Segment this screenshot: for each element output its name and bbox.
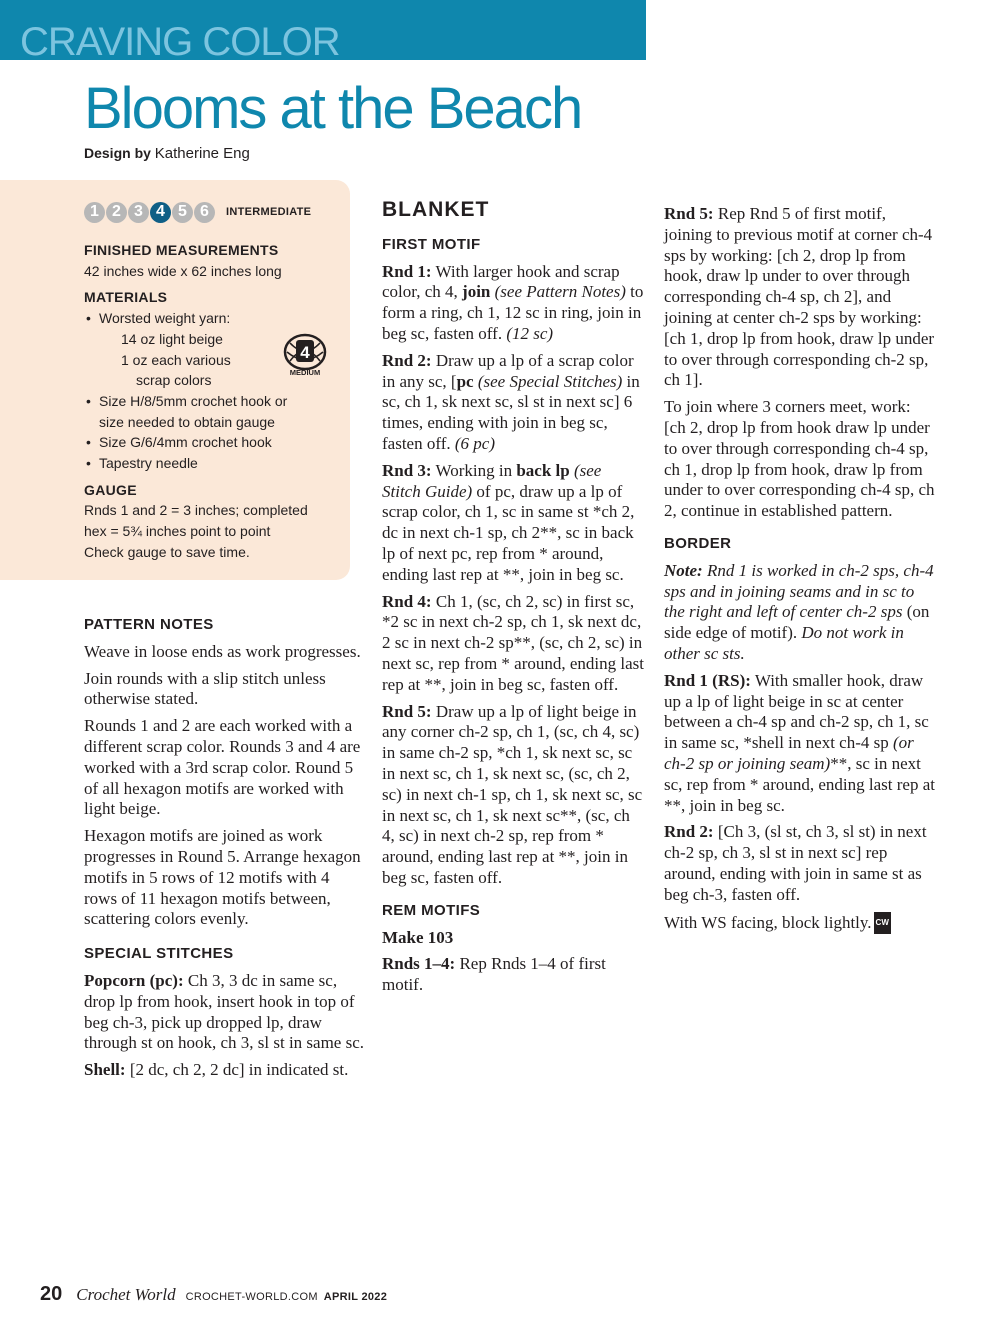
pattern-title: Blooms at the Beach [84, 76, 582, 141]
make-count: Make 103 [382, 927, 454, 947]
gauge-line2: hex = 5¾ inches point to point [84, 523, 271, 540]
round-2 [382, 351, 644, 455]
border-note-text-c: Do not work in other sc sts. [664, 623, 904, 663]
skill-level-3: 3 [128, 202, 149, 223]
material-hook-small [84, 432, 344, 453]
first-motif-heading: FIRST MOTIF [382, 235, 481, 253]
rem-rounds-text: Rep Rnds 1–4 of first motif. [382, 954, 606, 995]
yarn-scrap-line1: 1 oz each various [121, 351, 231, 368]
hook-small-text: Size G/6/4mm crochet hook [99, 434, 272, 451]
border-round-2 [664, 822, 936, 905]
round-1-text-c: to form a ring, ch 1, 12 sc in ring, join in beg sc, fasten off. [382, 282, 644, 343]
yarn-weight-number: 4 [300, 343, 310, 362]
yarn-weight-icon [282, 333, 328, 377]
border-note-text-a: Rnd 1 is worked in ch-2 sps, ch-4 sps and in joining seams and in sc to the right and left of center ch-2 sps [664, 560, 934, 622]
skill-level-1: 1 [84, 202, 105, 223]
hook-large-line1: Size H/8/5mm crochet hook or [99, 392, 288, 409]
page-number: 20 [40, 1283, 63, 1305]
border-heading: BORDER [664, 534, 732, 552]
round-5-text: Draw up a lp of light beige in any corner ch-2 sp, ch 1, (sc, ch 4, sc) in same ch-2 sp, *ch 1, sk next sc, sc in next sc, ch 1, sk next sc, (sc, ch 2, sc) in next ch-1 sp, ch 1, sk next sc, sc in next sc, ch 1, sk next sc**, (sc, ch 4, sc) in next ch-2 sp, rep from * around, ending last rep at **, join in beg sc, fasten off. [382, 701, 643, 887]
round-2-pc: pc [456, 371, 474, 391]
note-3: Rounds 1 and 2 are each worked with a different scrap color. Rounds 3 and 4 are worked with a 3rd scrap color. Round 5 of all hexagon motifs are worked with light beige. [84, 716, 361, 819]
round-3-back-lp: back lp [516, 460, 570, 480]
border-round-1-text-a: With smaller hook, draw up a lp of light beige in sc at center between a ch-4 sp and ch-2 sp, ch 1, sc in same sc, *shell in next ch-4 sp [664, 670, 929, 753]
border-round-2-label: Rnd 2: [664, 822, 714, 842]
magazine-website: CROCHET-WORLD.COM [185, 1291, 318, 1303]
page-footer [40, 1283, 387, 1306]
skill-level-label: INTERMEDIATE [226, 205, 312, 218]
designer-name: Katherine Eng [154, 145, 250, 162]
hook-large-line2: size needed to obtain gauge [99, 413, 275, 430]
finished-heading: FINISHED MEASUREMENTS [84, 242, 279, 258]
join-round-5 [664, 204, 936, 391]
three-corner-join: To join where 3 corners meet, work: [ch 2, drop lp from hook draw lp under to over through corresponding ch-4 sp, ch 1, drop lp from hook, draw lp from under to over corresponding ch-4 sp, ch 2, continue in established pattern. [664, 397, 935, 521]
byline-prefix: Design by [84, 145, 151, 161]
yarn-weight-label: MEDIUM [289, 368, 321, 377]
border-note-label: Note: [664, 560, 703, 580]
round-2-text-b: (see Special Stitches) [473, 371, 623, 391]
skill-level-6: 6 [194, 202, 215, 223]
gauge-line1: Rnds 1 and 2 = 3 inches; completed [84, 502, 308, 519]
border-round-2-text: [Ch 3, (sl st, ch 3, sl st) in next ch-2 sp, ch 3, sl st in next sc] rep around, ending with join in same st as beg ch-3, fasten off. [664, 822, 927, 904]
column-1 [84, 605, 364, 1087]
rem-rounds-label: Rnds 1–4: [382, 954, 456, 974]
border-round-1 [664, 671, 936, 817]
gauge-line3: Check gauge to save time. [84, 543, 250, 560]
yarn-label: Worsted weight yarn: [99, 310, 231, 327]
section-banner [0, 0, 646, 60]
note-2: Join rounds with a slip stitch unless otherwise stated. [84, 668, 326, 709]
shell-stitch [84, 1060, 364, 1081]
column-2 [382, 200, 644, 1002]
note-4: Hexagon motifs are joined as work progresses in Round 5. Arrange hexagon motifs in 5 rows of 12 motifs with 4 rows of 11 hexagon motifs between, scattering colors evenly. [84, 826, 361, 929]
border-round-1-text-b: (or ch-2 sp or joining seam) [664, 733, 914, 773]
yarn-scrap-line2: scrap colors [136, 372, 212, 389]
round-1-join: join [462, 282, 491, 302]
round-3-label: Rnd 3: [382, 460, 432, 480]
note-1: Weave in loose ends as work progresses. [84, 641, 361, 661]
popcorn-label: Popcorn (pc): [84, 970, 184, 990]
round-3 [382, 461, 644, 586]
finished-text: 42 inches wide x 62 inches long [84, 262, 282, 279]
round-2-count: (6 pc) [454, 433, 495, 453]
round-3-text-c: of pc, draw up a lp of scrap color, ch 1, sc in same st *ch 2, dc in next ch-1 sp, ch 2**, sc in back lp of next pc, rep from * around, ending last rep at **, join in beg sc. [382, 481, 635, 584]
end-mark-badge: CW [874, 912, 891, 935]
rem-rounds [382, 954, 644, 996]
border-round-1-text-c: **, sc in next sc, rep from * around, ending last rep at **, join in beg sc. [664, 753, 935, 815]
round-4-text: Ch 1, (sc, ch 2, sc) in first sc, *2 sc in next ch-2 sp, ch 1, sk next dc, 2 sc in next ch-2 sp**, (sc, ch 2, sc) in next sc, rep from * around, ending last rep at **, join in beg sc, fasten off. [382, 591, 645, 694]
round-2-label: Rnd 2: [382, 350, 432, 370]
round-3-text-a: Working in [431, 460, 517, 480]
section-label: CRAVING COLOR [20, 20, 340, 60]
border-note [664, 561, 936, 665]
round-5 [382, 702, 644, 889]
blanket-heading: BLANKET [382, 198, 490, 221]
round-1 [382, 262, 644, 345]
pattern-notes-heading: PATTERN NOTES [84, 616, 214, 633]
column-3 [664, 204, 936, 940]
round-3-text-b: (see Stitch Guide) [382, 460, 602, 501]
round-2-text-c: in sc, ch 1, sk next sc, sl st in next sc] 6 times, ending with join in beg sc, fasten off. [382, 371, 640, 453]
materials-heading: MATERIALS [84, 289, 168, 306]
materials-sidebar [0, 180, 350, 580]
round-1-count: (12 sc) [506, 323, 554, 343]
round-1-text-a: With larger hook and scrap color, ch 4, [382, 261, 620, 302]
popcorn-text: Ch 3, 3 dc in same sc, drop lp from hook, insert hook in top of beg ch-3, pick up dropped lp, draw through st on hook, ch 3, sl st in same sc. [84, 970, 365, 1053]
join-round-5-text: Rep Rnd 5 of first motif, joining to previous motif at corner ch-4 sps by working: [ch 2, drop lp from hook, draw lp under to over through corresponding ch-4 sp, ch 2], and joining at center ch-2 sps by working: [ch 1, drop lp from hook, draw lp under to over through corresponding ch-2 sp, ch 1]. [664, 204, 935, 390]
material-yarn [84, 308, 344, 329]
border-note-text-b: (on side edge of motif). [664, 602, 930, 643]
round-1-text-b: (see Pattern Notes) [490, 282, 626, 302]
needle-text: Tapestry needle [99, 455, 198, 472]
skill-level-4: 4 [150, 202, 171, 223]
popcorn-stitch [84, 971, 364, 1054]
border-round-1-label: Rnd 1 (RS): [664, 670, 751, 690]
material-hook-large [84, 391, 344, 412]
rem-motifs-heading: REM MOTIFS [382, 901, 481, 919]
round-2-text-a: Draw up a lp of a scrap color in any sc, [ [382, 350, 634, 391]
magazine-name: Crochet World [76, 1285, 176, 1304]
special-stitches-heading: SPECIAL STITCHES [84, 945, 234, 963]
round-1-label: Rnd 1: [382, 261, 432, 281]
join-round-5-label: Rnd 5: [664, 204, 714, 223]
skill-level-5: 5 [172, 202, 193, 223]
material-needle [84, 453, 344, 474]
issue-date: APRIL 2022 [323, 1291, 388, 1303]
round-4-label: Rnd 4: [382, 591, 432, 611]
skill-level-2: 2 [106, 202, 127, 223]
finishing-text: With WS facing, block lightly. [664, 912, 872, 932]
shell-label: Shell: [84, 1060, 126, 1080]
byline [84, 145, 250, 162]
round-4 [382, 592, 644, 696]
shell-text: [2 dc, ch 2, 2 dc] in indicated st. [125, 1060, 349, 1080]
yarn-amount: 14 oz light beige [121, 330, 223, 347]
gauge-heading: GAUGE [84, 481, 137, 498]
finishing [664, 912, 936, 935]
round-5-label: Rnd 5: [382, 701, 432, 721]
skill-level-indicator [84, 200, 344, 224]
